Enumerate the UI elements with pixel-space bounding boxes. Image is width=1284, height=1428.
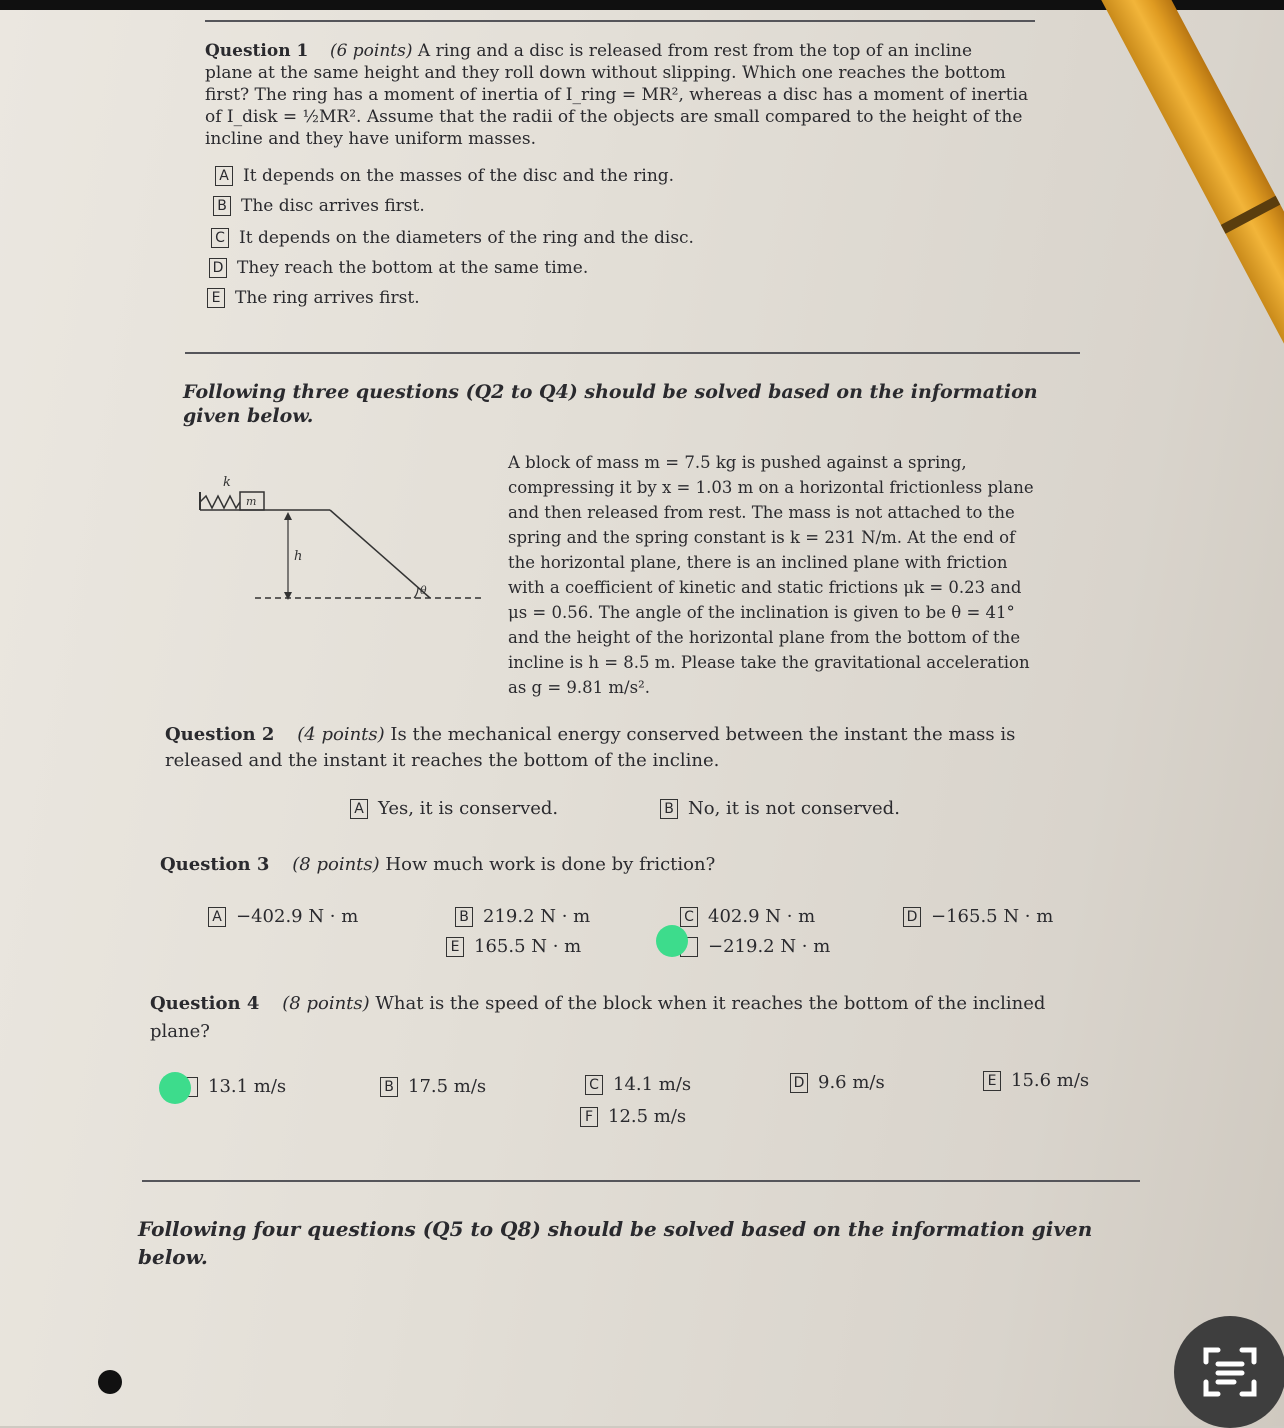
q1-option-e-box[interactable]: E	[207, 288, 225, 308]
q4-text-line1: What is the speed of the block when it reaches the bottom of the inclined	[375, 993, 1046, 1014]
q3-option-e-box[interactable]: E	[446, 937, 464, 957]
q1-option-c[interactable]	[211, 228, 694, 248]
scan-text-icon	[1198, 1340, 1262, 1404]
q1-option-e[interactable]	[207, 288, 420, 308]
black-dot	[98, 1370, 122, 1394]
q3-option-c-text: 402.9 N · m	[708, 906, 816, 927]
q3-text: How much work is done by friction?	[385, 854, 716, 875]
q4-option-e-text: 15.6 m/s	[1011, 1070, 1090, 1091]
q3-option-b-text: 219.2 N · m	[483, 906, 591, 927]
incline-surface	[330, 510, 430, 598]
q3-option-e[interactable]	[446, 936, 581, 957]
q3-option-c-box[interactable]: C	[680, 907, 698, 927]
q4-option-f-text: 12.5 m/s	[608, 1106, 687, 1127]
q2-label: Question 2	[165, 724, 275, 745]
q4-option-b[interactable]	[380, 1076, 486, 1097]
q3-option-d-box[interactable]: D	[903, 907, 921, 927]
q2-option-b-box[interactable]: B	[660, 799, 678, 819]
q1-points: (6 points)	[329, 41, 413, 61]
q3-option-b-box[interactable]: B	[455, 907, 473, 927]
intro-q2-q4-line2: given below.	[183, 405, 314, 427]
spring-coil	[200, 496, 240, 508]
intro-q5-q8-line2: below.	[138, 1245, 208, 1269]
q4-option-f[interactable]	[580, 1106, 686, 1127]
q4-option-f-box[interactable]: F	[580, 1107, 598, 1127]
q1-label: Question 1	[205, 41, 309, 61]
q1-option-a-text: It depends on the masses of the disc and the ring.	[243, 166, 675, 186]
q1-option-b-box[interactable]: B	[213, 196, 231, 216]
q1-text-line3: first? The ring has a moment of inertia of I_ring = MR², whereas a disc has a moment of inertia	[205, 85, 1029, 105]
selection-marker-icon	[159, 1072, 191, 1104]
q3-option-a-box[interactable]: A	[208, 907, 226, 927]
question-3	[160, 854, 1060, 876]
top-bar	[0, 0, 1284, 10]
q2-text-line2: released and the instant it reaches the bottom of the incline.	[165, 750, 720, 771]
intro-q2-q4-line1: Following three questions (Q2 to Q4) should be solved based on the information	[183, 381, 1038, 403]
problem-line8: and the height of the horizontal plane from the bottom of the	[508, 628, 1021, 647]
q4-option-c-text: 14.1 m/s	[613, 1074, 692, 1095]
q4-option-c[interactable]	[585, 1074, 691, 1095]
q3-option-f[interactable]	[680, 936, 830, 957]
q3-option-c[interactable]	[680, 906, 815, 927]
problem-line1: A block of mass m = 7.5 kg is pushed against a spring,	[508, 453, 967, 472]
intro-q2-q4	[183, 380, 1083, 428]
question-1	[205, 40, 1085, 150]
problem-statement	[508, 450, 1118, 700]
q2-option-a-box[interactable]: A	[350, 799, 368, 819]
problem-line3: and then released from rest. The mass is not attached to the	[508, 503, 1015, 522]
q2-points: (4 points)	[297, 724, 385, 745]
problem-line4: spring and the spring constant is k = 231 N/m. At the end of	[508, 528, 1016, 547]
problem-line6: with a coefficient of kinetic and static frictions μk = 0.23 and	[508, 578, 1022, 597]
question-2	[165, 722, 1125, 774]
spring-incline-figure	[190, 470, 490, 610]
scan-text-button[interactable]	[1174, 1316, 1284, 1428]
figure-h-label: h	[294, 549, 303, 564]
problem-line7: μs = 0.56. The angle of the inclination is given to be θ = 41°	[508, 603, 1015, 622]
q4-option-a-text: 13.1 m/s	[208, 1076, 287, 1097]
q3-option-d-text: −165.5 N · m	[931, 906, 1054, 927]
q4-option-c-box[interactable]: C	[585, 1075, 603, 1095]
q2-option-a[interactable]	[350, 798, 558, 819]
q1-text-line2: plane at the same height and they roll down without slipping. Which one reaches the bottom	[205, 63, 1006, 83]
q4-option-d[interactable]	[790, 1072, 885, 1093]
figure-k-label: k	[223, 475, 231, 490]
q3-option-a-text: −402.9 N · m	[236, 906, 359, 927]
divider-2	[142, 1180, 1140, 1182]
q2-option-b-text: No, it is not conserved.	[688, 798, 900, 819]
q3-points: (8 points)	[292, 854, 380, 875]
q3-option-d[interactable]	[903, 906, 1053, 927]
q1-option-b[interactable]	[213, 196, 425, 216]
problem-line5: the horizontal plane, there is an inclined plane with friction	[508, 553, 1008, 572]
q1-option-d-box[interactable]: D	[209, 258, 227, 278]
problem-line10: as g = 9.81 m/s².	[508, 678, 650, 697]
divider-top	[205, 20, 1035, 22]
figure-m-label: m	[246, 495, 257, 508]
q3-option-b[interactable]	[455, 906, 590, 927]
q4-option-d-box[interactable]: D	[790, 1073, 808, 1093]
q1-option-c-text: It depends on the diameters of the ring and the disc.	[239, 228, 694, 248]
q4-option-e-box[interactable]: E	[983, 1071, 1001, 1091]
q1-text-line1: A ring and a disc is released from rest from the top of an incline	[417, 41, 973, 61]
q3-option-f-text: −219.2 N · m	[708, 936, 831, 957]
q2-text-line1: Is the mechanical energy conserved between the instant the mass is	[390, 724, 1016, 745]
problem-line9: incline is h = 8.5 m. Please take the gravitational acceleration	[508, 653, 1030, 672]
q4-option-d-text: 9.6 m/s	[818, 1072, 885, 1093]
q1-option-d-text: They reach the bottom at the same time.	[237, 258, 589, 278]
q4-option-b-box[interactable]: B	[380, 1077, 398, 1097]
q2-option-b[interactable]	[660, 798, 900, 819]
q1-option-a[interactable]	[215, 166, 674, 186]
question-4	[150, 990, 1150, 1046]
problem-line2: compressing it by x = 1.03 m on a horizontal frictionless plane	[508, 478, 1034, 497]
q2-option-a-text: Yes, it is conserved.	[378, 798, 559, 819]
intro-q5-q8	[138, 1215, 1168, 1271]
q3-label: Question 3	[160, 854, 270, 875]
q4-label: Question 4	[150, 993, 260, 1014]
q4-option-a[interactable]	[180, 1076, 286, 1097]
q4-option-e[interactable]	[983, 1070, 1089, 1091]
q4-text-line2: plane?	[150, 1021, 210, 1042]
q3-option-e-text: 165.5 N · m	[474, 936, 582, 957]
exam-page	[0, 10, 1284, 1426]
divider-1	[185, 352, 1080, 354]
q4-option-b-text: 17.5 m/s	[408, 1076, 487, 1097]
q4-points: (8 points)	[282, 993, 370, 1014]
q1-option-c-box[interactable]: C	[211, 228, 229, 248]
q1-option-d[interactable]	[209, 258, 588, 278]
q1-text-line4: of I_disk = ½MR². Assume that the radii of the objects are small compared to the height of the	[205, 107, 1023, 127]
q1-option-a-box[interactable]: A	[215, 166, 233, 186]
q3-option-a[interactable]	[208, 906, 358, 927]
q1-text-line5: incline and they have uniform masses.	[205, 129, 536, 149]
q1-option-b-text: The disc arrives first.	[241, 196, 425, 216]
figure-theta-label: θ	[420, 584, 427, 597]
q1-option-e-text: The ring arrives first.	[235, 288, 420, 308]
intro-q5-q8-line1: Following four questions (Q5 to Q8) should be solved based on the information given	[138, 1217, 1093, 1241]
selection-marker-icon	[656, 925, 688, 957]
